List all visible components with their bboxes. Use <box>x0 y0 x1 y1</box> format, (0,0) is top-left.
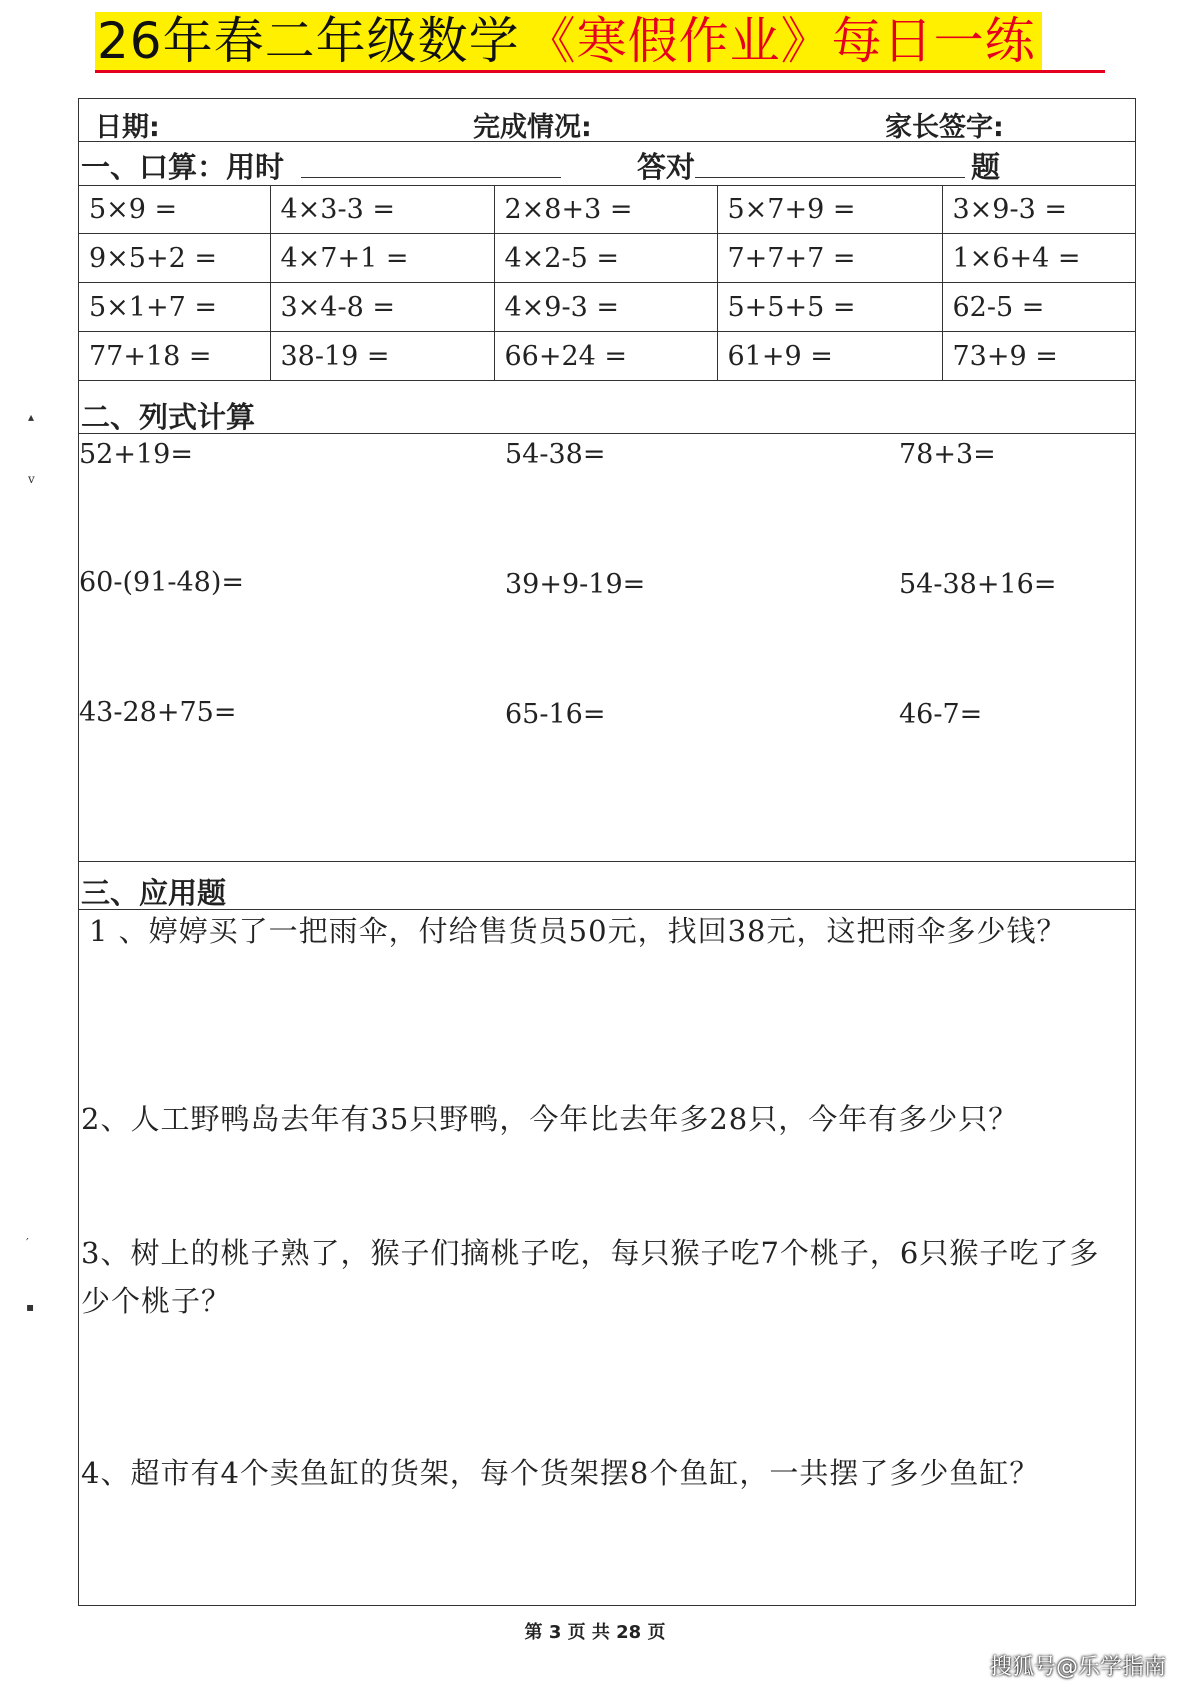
title-banner <box>95 10 1042 72</box>
section-column-calc-title: 二、列式计算 <box>81 400 256 434</box>
calc-item: 46-7= <box>899 699 983 730</box>
oral-item: 4×7+1 = <box>270 234 494 283</box>
table-row <box>79 185 1135 234</box>
oral-item: 7+7+7 = <box>717 234 942 283</box>
oral-item: 3×9-3 = <box>942 185 1135 234</box>
oral-item: 5×7+9 = <box>717 185 942 234</box>
table-row <box>79 234 1135 283</box>
status-label: 完成情况: <box>473 112 592 143</box>
oral-item: 5×9 = <box>79 185 270 234</box>
calc-item: 39+9-19= <box>505 569 646 600</box>
oral-item: 4×2-5 = <box>494 234 717 283</box>
oral-item: 3×4-8 = <box>270 283 494 332</box>
correct-count-blank[interactable] <box>695 177 965 178</box>
question-3: 3、树上的桃子熟了，猴子们摘桃子吃，每只猴子吃7个桃子，6只猴子吃了多少个桃子？ <box>81 1236 1100 1318</box>
header-row <box>79 99 1135 142</box>
unit-label: 题 <box>971 150 1001 184</box>
parent-signature-label: 家长签字: <box>885 112 1004 143</box>
section-application-header <box>79 865 1135 910</box>
worksheet <box>78 98 1136 1606</box>
oral-item: 4×3-3 = <box>270 185 494 234</box>
page-number: 第 3 页 共 28 页 <box>524 1622 666 1643</box>
title-homework: 《寒假作业》每日一练 <box>524 12 1042 70</box>
section-oral-header <box>79 141 1135 186</box>
question-2: 2、人工野鸭岛去年有35只野鸭，今年比去年多28只，今年有多少只？ <box>81 1102 1019 1136</box>
question-4: 4、超市有4个卖鱼缸的货架，每个货架摆8个鱼缸，一共摆了多少鱼缸？ <box>81 1456 1040 1490</box>
question-1: 1 、婷婷买了一把雨伞，付给售货员50元，找回38元，这把雨伞多少钱？ <box>89 914 1067 948</box>
calc-item: 54-38= <box>505 439 606 470</box>
oral-item: 9×5+2 = <box>79 234 270 283</box>
oral-item: 38-19 = <box>270 332 494 381</box>
table-row <box>79 283 1135 332</box>
oral-item: 4×9-3 = <box>494 283 717 332</box>
section-oral-title: 一、口算：用时 <box>81 150 285 184</box>
calc-item: 43-28+75= <box>79 697 237 728</box>
oral-item: 61+9 = <box>717 332 942 381</box>
section-divider <box>79 861 1135 862</box>
oral-item: 66+24 = <box>494 332 717 381</box>
section-column-calc-header <box>79 389 1135 434</box>
oral-item: 62-5 = <box>942 283 1135 332</box>
calc-item: 54-38+16= <box>899 569 1057 600</box>
title-underline <box>95 70 1105 73</box>
oral-item: 5×1+7 = <box>79 283 270 332</box>
watermark: 搜狐号@乐学指南 <box>989 1655 1166 1680</box>
calc-item: 65-16= <box>505 699 606 730</box>
oral-item: 2×8+3 = <box>494 185 717 234</box>
scan-mark: ▴ <box>28 410 35 424</box>
title-grade: 26年春二年级数学 <box>95 12 524 70</box>
section-application-title: 三、应用题 <box>81 876 227 910</box>
scan-mark: v <box>28 472 35 486</box>
table-row <box>79 332 1135 381</box>
oral-item: 1×6+4 = <box>942 234 1135 283</box>
oral-item: 73+9 = <box>942 332 1135 381</box>
calc-item: 60-(91-48)= <box>79 567 245 598</box>
oral-calc-table <box>79 185 1135 381</box>
time-blank[interactable] <box>301 177 561 178</box>
calc-item: 52+19= <box>79 439 193 470</box>
scan-mark: ▪ <box>26 1300 35 1314</box>
oral-item: 77+18 = <box>79 332 270 381</box>
date-label: 日期: <box>95 112 160 143</box>
correct-label: 答对 <box>637 150 696 184</box>
oral-item: 5+5+5 = <box>717 283 942 332</box>
calc-item: 78+3= <box>899 439 996 470</box>
scan-mark: ′ <box>26 1236 29 1250</box>
